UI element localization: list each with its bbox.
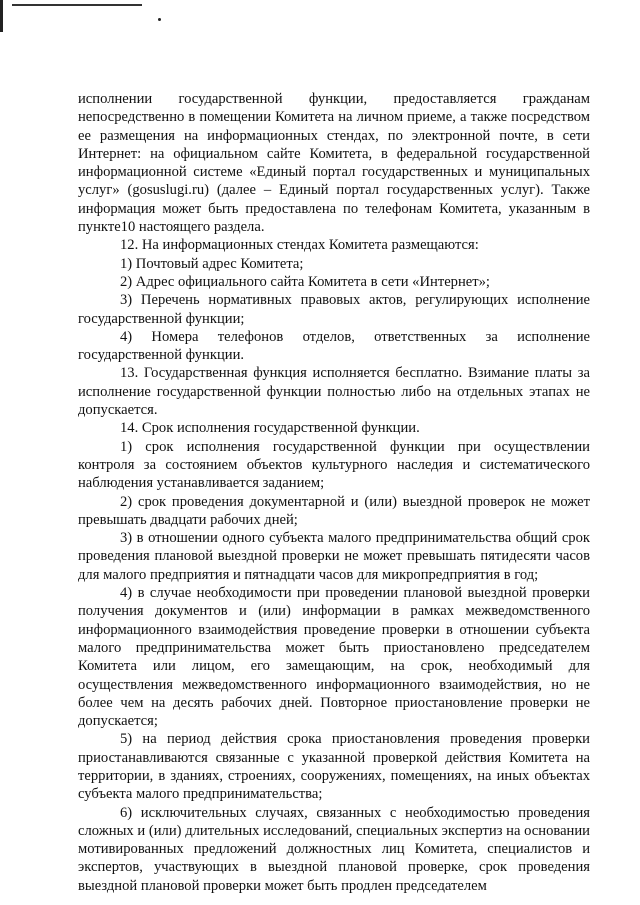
paragraph-13-free: 13. Государственная функция исполняется бесплатно. Взимание платы за исполнение государственной функции полностью либо на отдельных этапах не допускается. (78, 365, 590, 419)
paragraph-12-item-2: 2) Адрес официального сайта Комитета в сети «Интернет»; (120, 273, 490, 290)
scan-edge-mark (0, 0, 3, 32)
paragraph-12-stands: 12. На информационных стендах Комитета размещаются: (120, 237, 479, 254)
paragraph-14-term: 14. Срок исполнения государственной функции. (120, 420, 420, 437)
paragraph-14-item-2: 2) срок проведения документарной и (или) выездной проверок не может превышать двадцати рабочих дней; (78, 493, 590, 528)
scan-top-mark (12, 4, 142, 6)
paragraph-12-item-4: 4) Номера телефонов отделов, ответственных за исполнение государственной функции. (78, 328, 590, 364)
paragraph-14-item-5: 5) на период действия срока приостановления проведения проверки приостанавливаются связанные с указанной проверкой действия Комитета на территории, в зданиях, строениях, сооружениях, помещениях, на иных объектах субъекта малого предпринимательства; (78, 731, 590, 803)
paragraph-14-item-1: 1) срок исполнения государственной функции при осуществлении контроля за состоянием объектов культурного наследия и систематического наблюдения устанавливается заданием; (78, 438, 590, 492)
paragraph-info-provision: исполнении государственной функции, предоставляется гражданам непосредственно в помещении Комитета на личном приеме, а также посредством ее размещения на информационных стендах, по электронной почте, в сети Интернет: на официальном сайте Комитета, в федеральной государственной информационной системе «Единый портал государственных и муниципальных услуг» (gosuslugi.ru) (далее – Единый портал государственных услуг). Также информация может быть предоставлена по телефонам Комитета, указанным в пункте10 настоящего раздела. (78, 91, 590, 236)
paragraph-14-item-6: 6) исключительных случаях, связанных с необходимостью проведения сложных и (или) длительных исследований, специальных экспертиз на основании мотивированных предложений должностных лиц Комитета, специалистов и экспертов, участвующих в выездной плановой проверке, срок проведения выездной плановой проверки может быть продлен председателем (78, 804, 590, 894)
paragraph-14-item-3: 3) в отношении одного субъекта малого предпринимательства общий срок проведения плановой выездной проверки не может превышать пятидесяти часов для малого предприятия и пятнадцати часов для микропредприятия в год; (78, 530, 590, 583)
document-body (78, 90, 590, 895)
paragraph-12-item-3: 3) Перечень нормативных правовых актов, регулирующих исполнение государственной функции; (78, 292, 590, 327)
paragraph-12-item-1: 1) Почтовый адрес Комитета; (120, 255, 304, 272)
paragraph-14-item-4: 4) в случае необходимости при проведении плановой выездной проверки получения документов и (или) информации в рамках межведомственного информационного взаимодействия проведение проверки в отношении субъекта малого предпринимательства может быть приостановлено председателем Комитета или лицом, его замещающим, на срок, необходимый для осуществления межведомственного информационного взаимодействия, но не более чем на десять рабочих дней. Повторное приостановление проверки не допускается; (78, 585, 590, 730)
scan-dot-mark (158, 18, 161, 21)
